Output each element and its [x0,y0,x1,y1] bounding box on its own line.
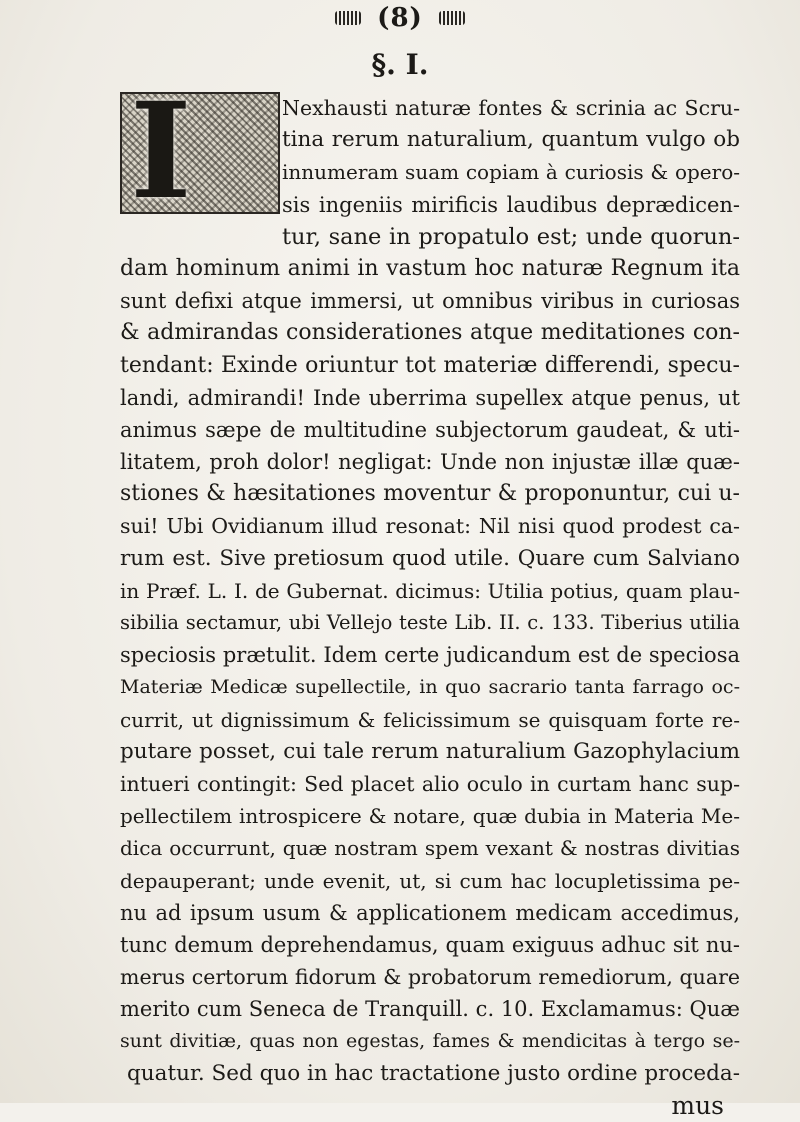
text-line: intueri contingit: Sed placet alio oculo in curtam hanc sup- [120,771,740,796]
text-line: rum est. Sive pretiosum quod utile. Quare cum Salviano [120,545,740,571]
text-line: currit, ut dignissimum & felicissimum se quisquam forte re- [120,707,740,732]
text-line: litatem, proh dolor! negligat: Unde non injustæ illæ quæ- [120,450,740,475]
text-line: pellectilem introspicere & notare, quæ dubia in Materia Me- [120,804,740,829]
text-line: tur, sane in propatulo est; unde quorun- [282,223,740,250]
text-line: tunc demum deprehendamus, quam exiguus adhuc sit nu- [120,932,740,957]
text-line: innumeram suam copiam à curiosis & opero- [282,160,740,185]
page-number: (8) [377,3,423,33]
text-line: tendant: Exinde oriuntur tot materiæ differendi, specu- [120,352,740,378]
text-line: putare posset, cui tale rerum naturalium Gazophylacium [120,738,740,764]
initial-letter: I [130,74,192,229]
section-heading: §. I. [371,48,429,81]
text-line: merus certorum fidorum & probatorum remediorum, quare [120,965,740,990]
text-line: landi, admirandi! Inde uberrima supellex atque penus, ut [120,385,740,410]
ornament-left-icon [335,11,361,25]
text-line: in Præf. L. I. de Gubernat. dicimus: Utilia potius, quam plau- [120,578,740,603]
catchword: mus [671,1090,724,1120]
text-line: sis ingeniis mirificis laudibus deprædicen- [282,192,740,217]
text-line: quatur. Sed quo in hac tractatione justo ordine proceda- [127,1060,740,1086]
text-line: Nexhausti naturæ fontes & scrinia ac Scru- [282,96,740,120]
text-line: nu ad ipsum usum & applicationem medicam accedimus, [120,900,740,925]
text-line: animus sæpe de multitudine subjectorum gaudeat, & uti- [120,417,740,442]
ornament-right-icon [439,11,465,25]
body-text [120,92,740,1122]
page-header [0,2,800,33]
text-line: & admirandas considerationes atque meditationes con- [120,320,740,346]
text-line: tina rerum naturalium, quantum vulgo ob [282,127,740,153]
text-line: dam hominum animi in vastum hoc naturæ Regnum ita [120,255,740,281]
text-line: Materiæ Medicæ supellectile, in quo sacrario tanta farrago oc- [120,676,740,699]
text-line: stiones & hæsitationes moventur & proponuntur, cui u- [120,481,740,507]
text-line: dica occurrunt, quæ nostram spem vexant & nostras divitias [120,836,740,861]
text-line: speciosis prætulit. Idem certe judicandum est de speciosa [120,643,740,668]
text-line: sunt divitiæ, quas non egestas, fames & mendicitas à tergo se- [120,1030,740,1053]
text-line: sibilia sectamur, ubi Vellejo teste Lib. II. c. 133. Tiberius utilia [120,611,740,634]
text-line: sui! Ubi Ovidianum illud resonat: Nil nisi quod prodest ca- [120,514,740,539]
text-line: merito cum Seneca de Tranquill. c. 10. Exclamamus: Quæ [120,997,740,1022]
text-line: depauperant; unde evenit, ut, si cum hac locupletissima pe- [120,868,740,893]
text-line: sunt defixi atque immersi, ut omnibus viribus in curiosas [120,289,740,314]
